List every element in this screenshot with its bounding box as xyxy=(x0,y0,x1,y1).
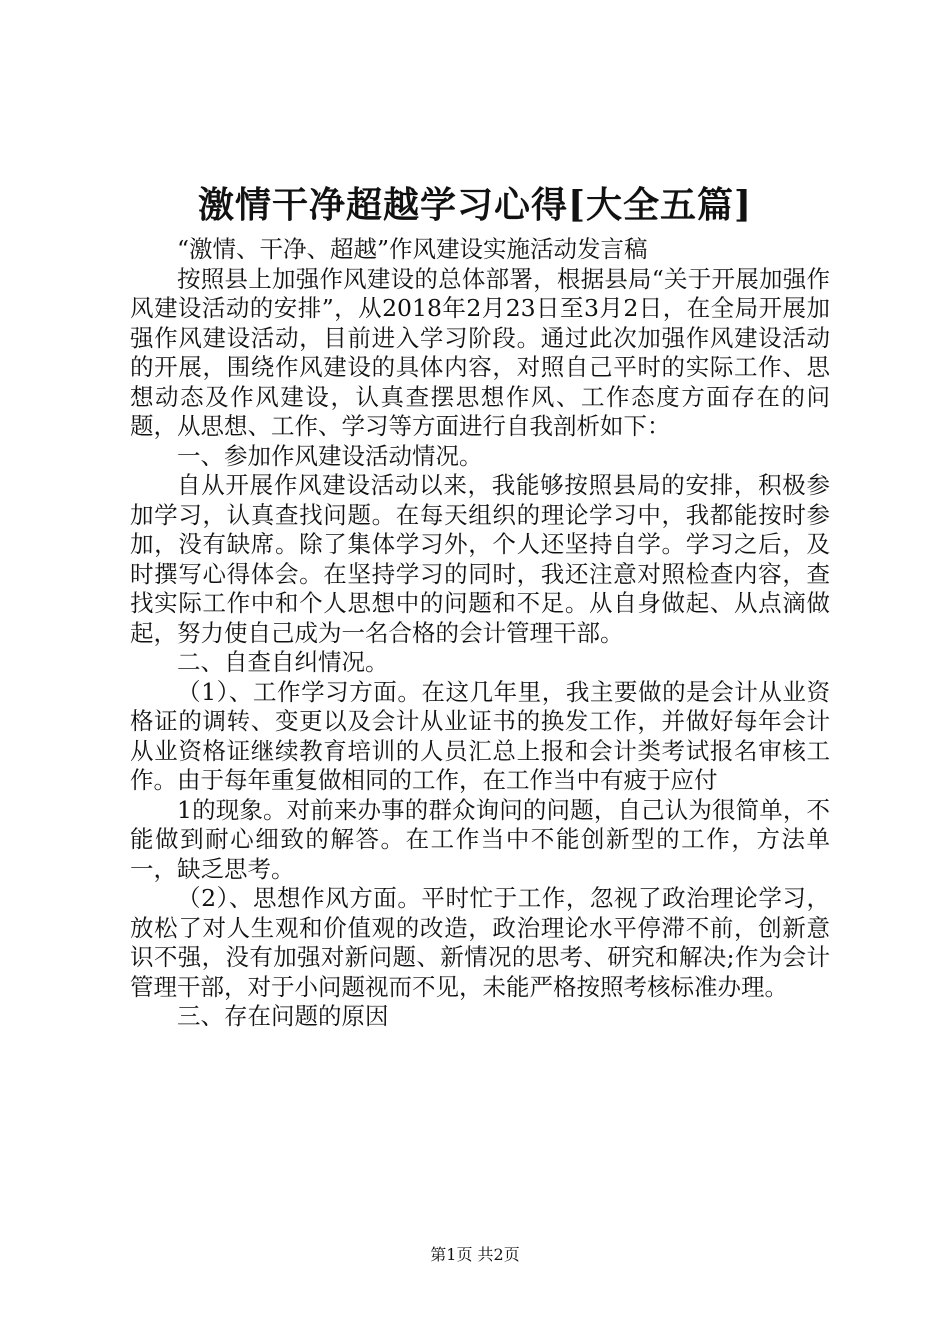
subtitle-paragraph: “激情、干净、超越”作风建设实施活动发言稿 xyxy=(177,235,648,263)
document-title: 激情干净超越学习心得[大全五篇] xyxy=(197,184,753,226)
intro-paragraph: 按照县上加强作风建设的总体部署，根据县局“关于开展加强作风建设活动的安排”，从2018年2月23日至3月2日，在全局开展加强作风建设活动，目前进入学习阶段。通过此次加强作风建设活动的开展，围绕作风建设的具体内容，对照自己平时的实际工作、思想动态及作风建设，认真查摆思想作风、工作态度方面存在的问题，从思想、工作、学习等方面进行自我剖析如下： xyxy=(130,264,830,440)
section-heading-3: 三、存在问题的原因 xyxy=(177,1002,389,1030)
section-2-item-1-continued: 1的现象。对前来办事的群众询问的问题，自己认为很简单，不能做到耐心细致的解答。在工作当中不能创新型的工作，方法单一，缺乏思考。 xyxy=(130,795,830,883)
section-1-paragraph: 自从开展作风建设活动以来，我能够按照县局的安排，积极参加学习，认真查找问题。在每天组织的理论学习中，我都能按时参加，没有缺席。除了集体学习外，个人还坚持自学。学习之后，及时撰写心得体会。在坚持学习的同时，我还注意对照检查内容，查找实际工作中和个人思想中的问题和不足。从自身做起、从点滴做起，努力使自己成为一名合格的会计管理干部。 xyxy=(130,471,830,647)
section-heading-2: 二、自查自纠情况。 xyxy=(177,648,389,676)
section-heading-1: 一、参加作风建设活动情况。 xyxy=(177,441,483,470)
section-2-item-1-paragraph: （1）、工作学习方面。在这几年里，我主要做的是会计从业资格证的调转、变更以及会计从业证书的换发工作，并做好每年会计从业资格证继续教育培训的人员汇总上报和会计类考试报名审核工作。由于每年重复做相同的工作，在工作当中有疲于应付 xyxy=(130,677,830,794)
section-2-item-2-paragraph: （2）、思想作风方面。平时忙于工作，忽视了政治理论学习，放松了对人生观和价值观的改造，政治理论水平停滞不前，创新意识不强，没有加强对新问题、新情况的思考、研究和解决;作为会计管理干部，对于小问题视而不见，未能严格按照考核标准办理。 xyxy=(130,884,830,1001)
page-number-footer: 第1页 共2页 xyxy=(430,1245,520,1264)
document-body xyxy=(130,235,830,1032)
